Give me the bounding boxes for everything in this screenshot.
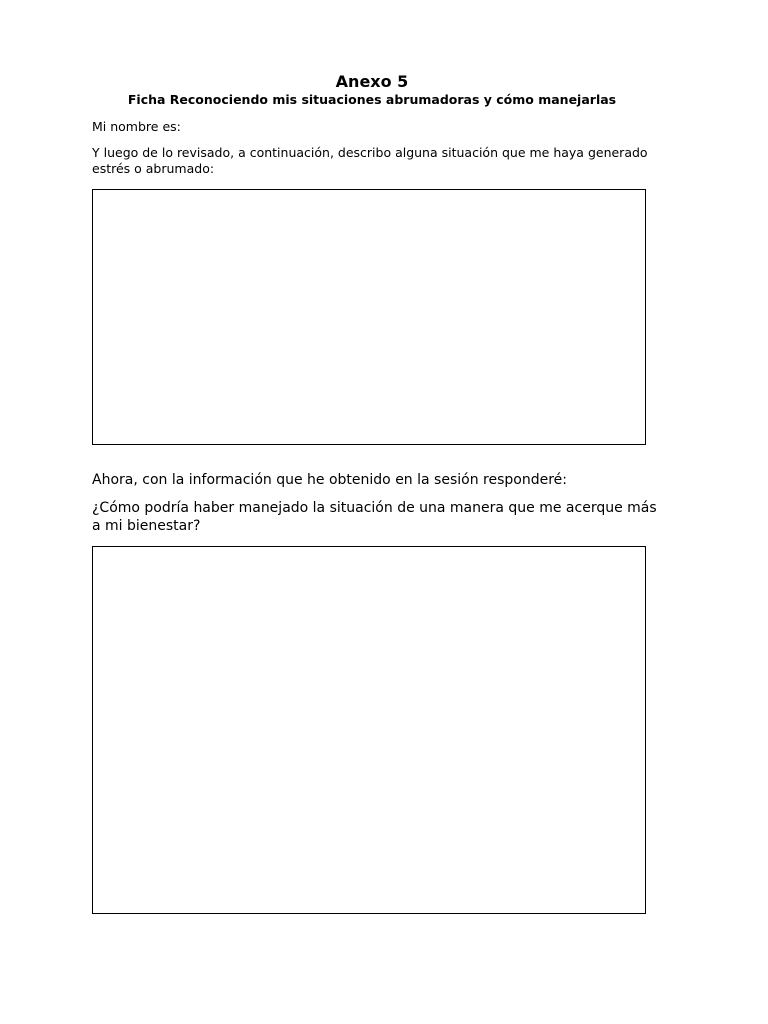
wellbeing-answer-box[interactable]	[92, 546, 646, 914]
situation-prompt: Y luego de lo revisado, a continuación, describo alguna situación que me haya generado estrés o abrumado:	[92, 145, 648, 176]
session-intro-text: Ahora, con la información que he obtenido en la sesión responderé:	[92, 472, 567, 488]
page-title: Anexo 5	[335, 72, 409, 91]
name-label: Mi nombre es:	[92, 119, 181, 134]
page-subtitle: Ficha Reconociendo mis situaciones abrumadoras y cómo manejarlas	[127, 92, 617, 107]
wellbeing-question: ¿Cómo podría haber manejado la situación de una manera que me acerque más a mi bienestar?	[92, 500, 657, 534]
situation-answer-box[interactable]	[92, 189, 646, 445]
